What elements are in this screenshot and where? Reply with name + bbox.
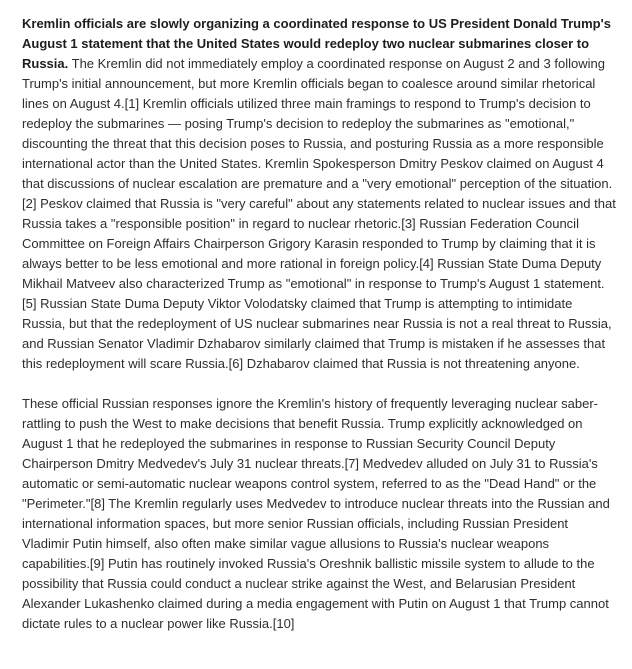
paragraph-2 <box>22 394 618 634</box>
paragraph-1 <box>22 14 618 374</box>
paragraph-1-text: The Kremlin did not immediately employ a coordinated response on August 2 and 3 following Trump's initial announcement, but more Kremlin officials began to coalesce around similar rhetorical lines on August 4.[1] Kremlin officials utilized three main framings to respond to Trump's decision to redeploy the submarines — posing Trump's decision to redeploy the submarines as "emotional," discounting the threat that this decision poses to Russia, and posturing Russia as a more responsible international actor than the United States. Kremlin Spokesperson Dmitry Peskov claimed on August 4 that discussions of nuclear escalation are premature and a "very emotional" perception of the situation.[2] Peskov claimed that Russia is "very careful" about any statements related to nuclear issues and that Russia takes a "responsible position" in regard to nuclear rhetoric.[3] Russian Federation Council Committee on Foreign Affairs Chairperson Grigory Karasin responded to Trump by claiming that it is always better to be less emotional and more rational in foreign policy.[4] Russian State Duma Deputy Mikhail Matveev also characterized Trump as "emotional" in response to Trump's August 1 statement.[5] Russian State Duma Deputy Viktor Volodatsky claimed that Trump is attempting to intimidate Russia, but that the redeployment of US nuclear submarines near Russia is not a real threat to Russia, and Russian Senator Vladimir Dzhabarov similarly claimed that Trump is mistaken if he assesses that this redeployment will scare Russia.[6] Dzhabarov claimed that Russia is not threatening anyone. <box>22 56 616 371</box>
article-body <box>22 14 618 634</box>
lead-sentence: Kremlin officials are slowly organizing a coordinated response to US President Donald Trump's August 1 statement that the United States would redeploy two nuclear submarines closer to Russia. <box>22 16 611 71</box>
paragraph-2-text: These official Russian responses ignore the Kremlin's history of frequently leveraging nuclear saber-rattling to push the West to make decisions that benefit Russia. Trump explicitly acknowledged on August 1 that he redeployed the submarines in response to Russian Security Council Deputy Chairperson Dmitry Medvedev's July 31 nuclear threats.[7] Medvedev alluded on July 31 to Russia's automatic or semi-automatic nuclear weapons control system, referred to as the "Dead Hand" or the "Perimeter."[8] The Kremlin regularly uses Medvedev to introduce nuclear threats into the Russian and international information spaces, but more senior Russian officials, including Russian President Vladimir Putin himself, also often make similar vague allusions to Russia's nuclear weapons capabilities.[9] Putin has routinely invoked Russia's Oreshnik ballistic missile system to allude to the possibility that Russia could conduct a nuclear strike against the West, and Belarusian President Alexander Lukashenko claimed during a media engagement with Putin on August 1 that Trump cannot dictate rules to a nuclear power like Russia.[10] <box>22 396 610 631</box>
